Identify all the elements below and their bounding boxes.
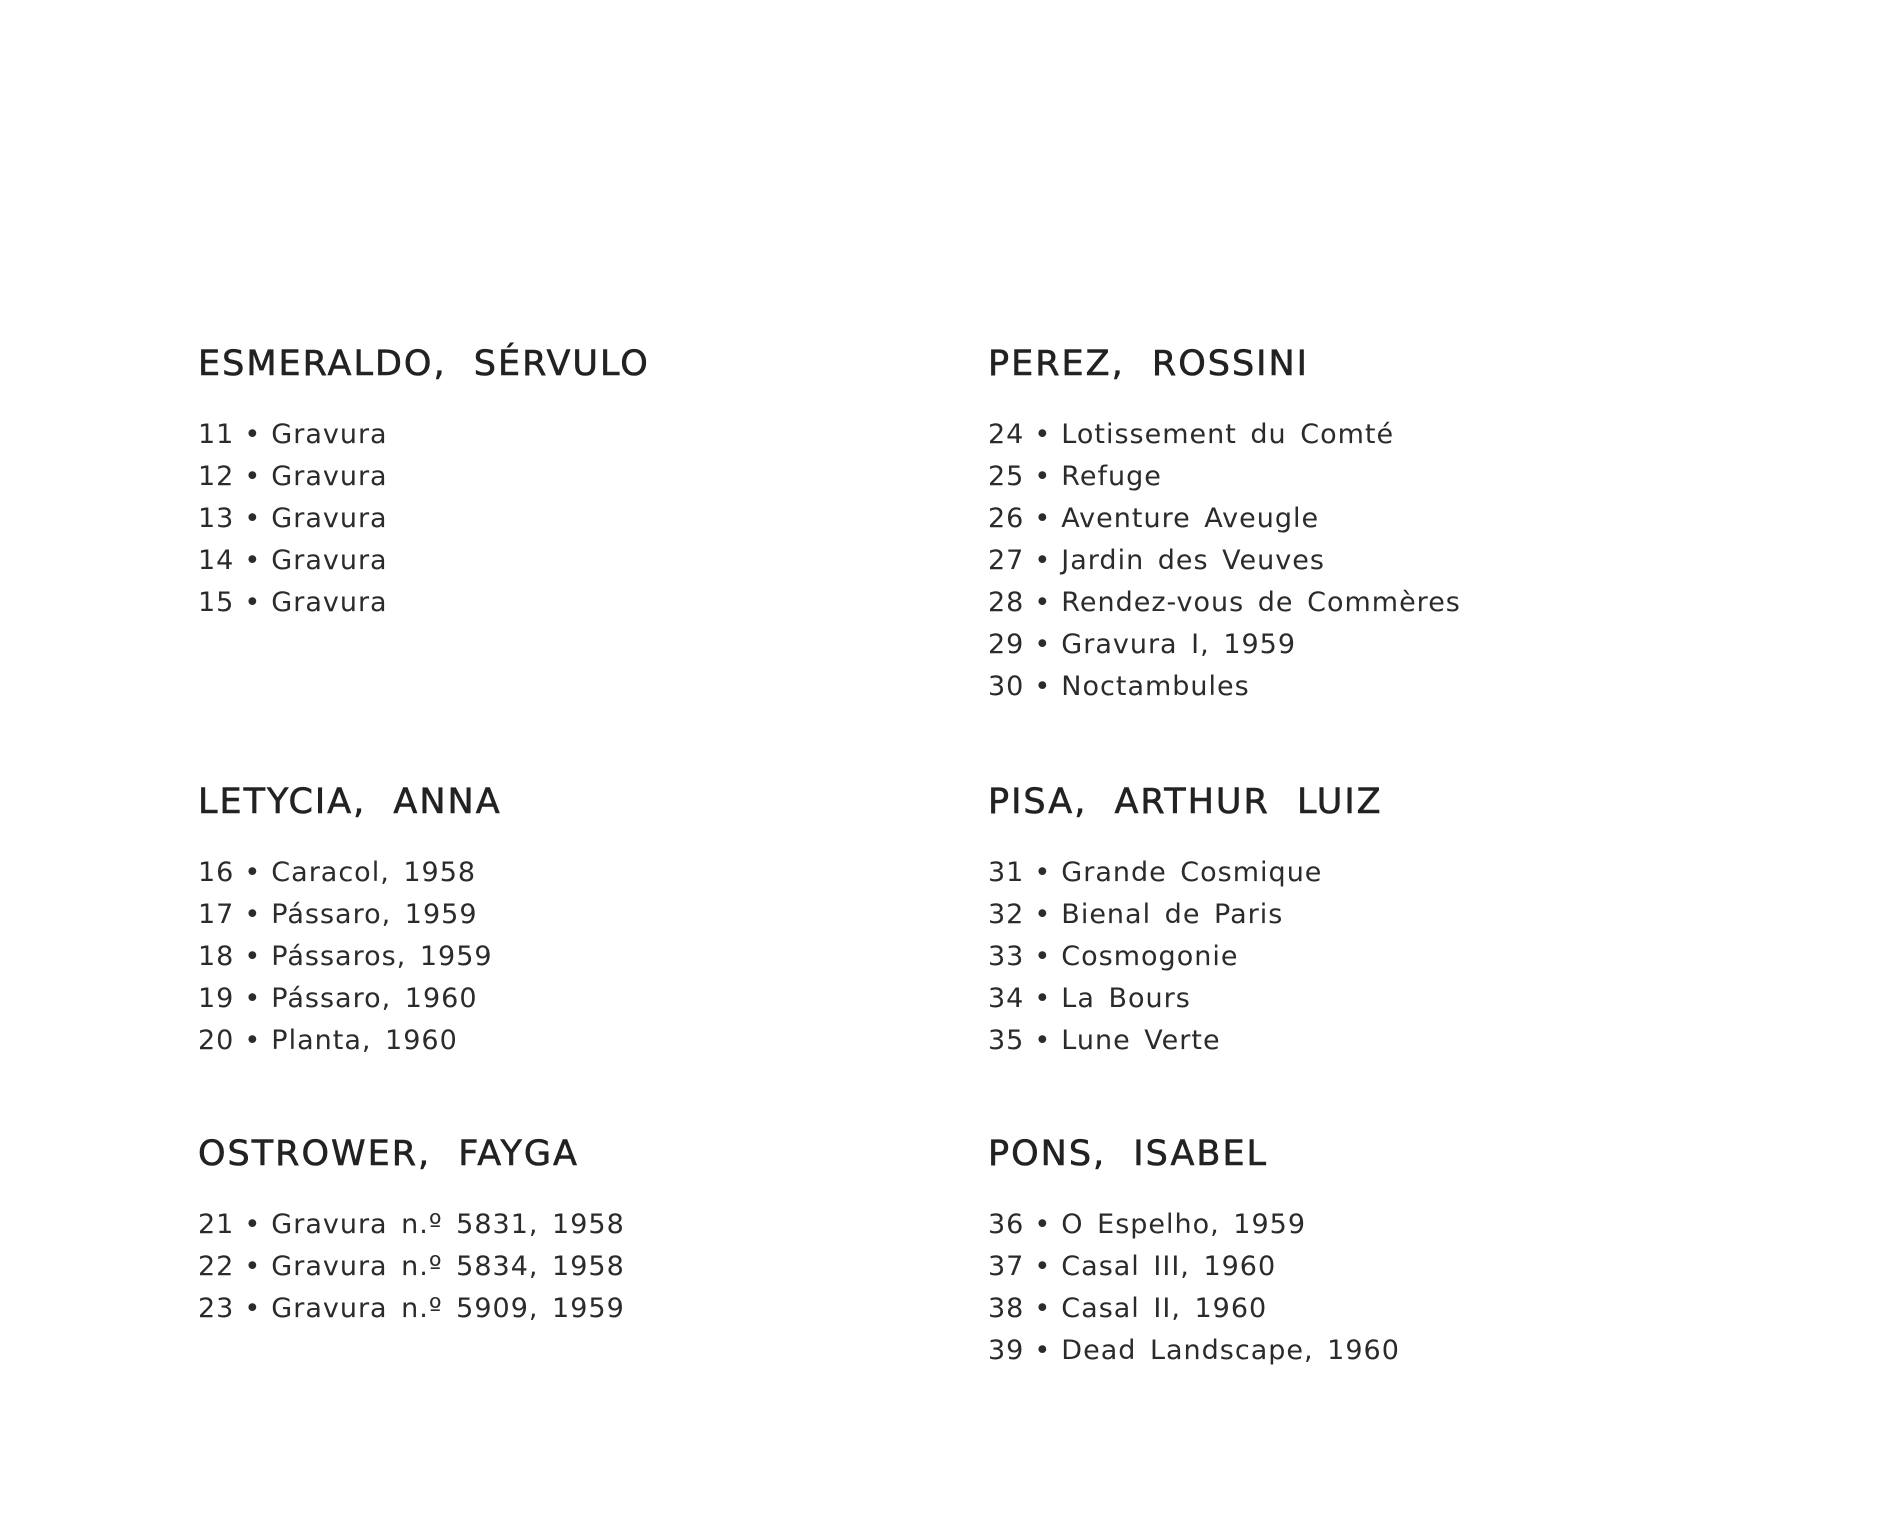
artist-name: ESMERALDO, SÉRVULO [198,344,650,384]
work-title: Gravura [271,461,388,492]
work-number: 36 [988,1209,1025,1240]
work-number: 18 [198,941,235,972]
work-number: 29 [988,629,1025,660]
works-list [988,414,1688,708]
work-number: 13 [198,503,235,534]
artist-name: PISA, ARTHUR LUIZ [988,782,1383,822]
work-title: Caracol, 1958 [271,857,477,888]
bullet-separator: • [244,983,262,1014]
work-number: 16 [198,857,235,888]
work-title: Dead Landscape, 1960 [1061,1335,1400,1366]
work-item [988,582,1688,624]
work-number: 32 [988,899,1025,930]
work-number: 25 [988,461,1025,492]
work-title: Rendez-vous de Commères [1061,587,1461,618]
work-title: Gravura n.º 5834, 1958 [271,1251,625,1282]
bullet-separator: • [1034,503,1052,534]
work-title: Gravura n.º 5831, 1958 [271,1209,625,1240]
work-item [988,624,1688,666]
work-item [198,936,898,978]
work-number: 34 [988,983,1025,1014]
work-item [198,1204,898,1246]
work-title: Pássaros, 1959 [271,941,493,972]
artist-section-pons [988,1132,1688,1372]
artist-name: PONS, ISABEL [988,1134,1269,1174]
bullet-separator: • [244,503,262,534]
work-number: 30 [988,671,1025,702]
work-number: 24 [988,419,1025,450]
work-number: 28 [988,587,1025,618]
work-title: O Espelho, 1959 [1061,1209,1307,1240]
bullet-separator: • [1034,1025,1052,1056]
work-item [988,1204,1688,1246]
work-item [988,414,1688,456]
work-title: Gravura I, 1959 [1061,629,1297,660]
work-number: 22 [198,1251,235,1282]
bullet-separator: • [244,941,262,972]
work-item [988,936,1688,978]
work-number: 31 [988,857,1025,888]
work-item [198,582,898,624]
work-item [198,894,898,936]
artist-name: OSTROWER, FAYGA [198,1134,579,1174]
work-title: La Bours [1061,983,1191,1014]
bullet-separator: • [1034,857,1052,888]
work-number: 38 [988,1293,1025,1324]
work-number: 35 [988,1025,1025,1056]
bullet-separator: • [244,461,262,492]
work-item [988,1330,1688,1372]
bullet-separator: • [1034,1209,1052,1240]
work-item [198,498,898,540]
bullet-separator: • [1034,983,1052,1014]
work-item [198,852,898,894]
work-item [988,1288,1688,1330]
work-item [988,540,1688,582]
artist-name: LETYCIA, ANNA [198,782,502,822]
work-item [198,540,898,582]
bullet-separator: • [244,1025,262,1056]
bullet-separator: • [1034,671,1052,702]
work-item [988,894,1688,936]
work-number: 12 [198,461,235,492]
bullet-separator: • [1034,1251,1052,1282]
work-title: Grande Cosmique [1061,857,1323,888]
work-number: 14 [198,545,235,576]
works-list [198,852,898,1062]
work-item [988,456,1688,498]
bullet-separator: • [244,1209,262,1240]
work-item [988,1246,1688,1288]
work-item [198,978,898,1020]
work-title: Pássaro, 1959 [271,899,478,930]
work-title: Gravura [271,545,388,576]
bullet-separator: • [244,545,262,576]
work-title: Casal II, 1960 [1061,1293,1268,1324]
work-number: 26 [988,503,1025,534]
work-number: 23 [198,1293,235,1324]
work-title: Planta, 1960 [271,1025,458,1056]
bullet-separator: • [1034,461,1052,492]
bullet-separator: • [1034,587,1052,618]
bullet-separator: • [1034,419,1052,450]
bullet-separator: • [244,899,262,930]
bullet-separator: • [1034,1335,1052,1366]
bullet-separator: • [1034,1293,1052,1324]
work-title: Gravura [271,587,388,618]
work-title: Aventure Aveugle [1061,503,1320,534]
work-title: Bienal de Paris [1061,899,1284,930]
artist-section-pisa [988,780,1688,1062]
work-number: 27 [988,545,1025,576]
work-title: Noctambules [1061,671,1250,702]
bullet-separator: • [244,419,262,450]
work-title: Gravura [271,419,388,450]
work-number: 33 [988,941,1025,972]
works-list [198,1204,898,1330]
work-number: 21 [198,1209,235,1240]
work-number: 37 [988,1251,1025,1282]
artist-section-ostrower [198,1132,898,1330]
work-item [198,456,898,498]
work-title: Gravura n.º 5909, 1959 [271,1293,625,1324]
work-number: 11 [198,419,235,450]
bullet-separator: • [244,587,262,618]
work-title: Lotissement du Comté [1061,419,1395,450]
bullet-separator: • [1034,629,1052,660]
work-number: 17 [198,899,235,930]
bullet-separator: • [1034,545,1052,576]
artist-section-esmeraldo [198,342,898,624]
work-title: Refuge [1061,461,1162,492]
work-number: 19 [198,983,235,1014]
works-list [988,1204,1688,1372]
work-title: Cosmogonie [1061,941,1239,972]
work-number: 20 [198,1025,235,1056]
work-title: Lune Verte [1061,1025,1221,1056]
work-number: 39 [988,1335,1025,1366]
work-title: Gravura [271,503,388,534]
artist-section-letycia [198,780,898,1062]
work-item [198,1246,898,1288]
work-title: Pássaro, 1960 [271,983,478,1014]
work-item [988,666,1688,708]
work-item [988,978,1688,1020]
bullet-separator: • [1034,899,1052,930]
bullet-separator: • [244,1293,262,1324]
bullet-separator: • [1034,941,1052,972]
work-title: Jardin des Veuves [1061,545,1325,576]
work-item [198,1020,898,1062]
artist-name: PEREZ, ROSSINI [988,344,1310,384]
work-item [988,498,1688,540]
work-item [988,852,1688,894]
artist-section-perez [988,342,1688,708]
work-item [198,1288,898,1330]
bullet-separator: • [244,1251,262,1282]
work-number: 15 [198,587,235,618]
work-item [198,414,898,456]
works-list [198,414,898,624]
bullet-separator: • [244,857,262,888]
work-title: Casal III, 1960 [1061,1251,1277,1282]
works-list [988,852,1688,1062]
work-item [988,1020,1688,1062]
